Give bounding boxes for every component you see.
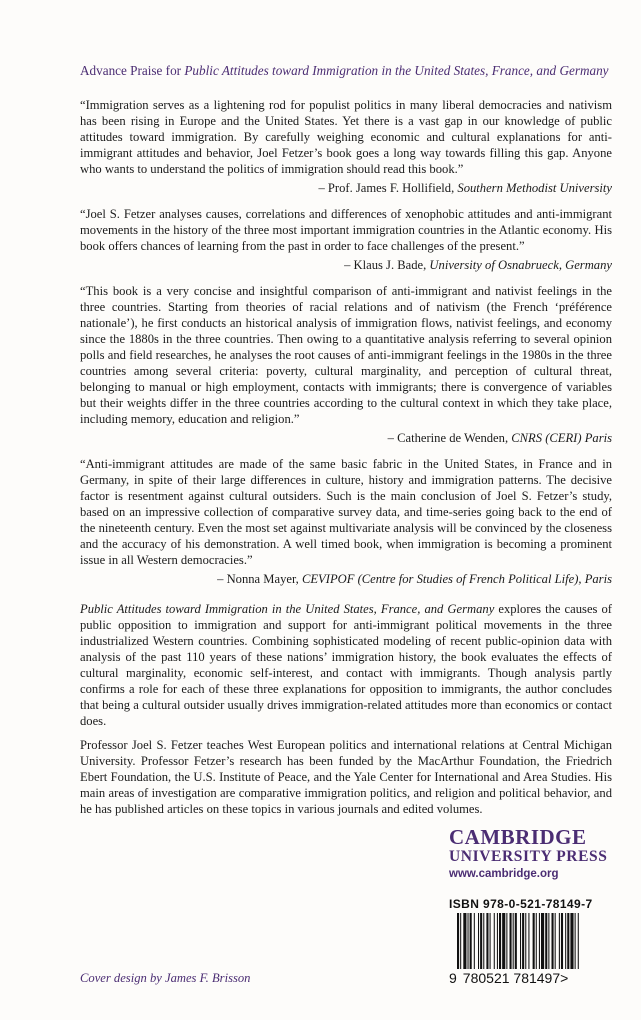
description-book-title: Public Attitudes toward Immigration in the United States, France, and Germany — [80, 602, 495, 616]
barcode-bar — [468, 913, 469, 969]
barcode-bar — [483, 913, 484, 969]
barcode-bar — [522, 913, 524, 969]
barcode-lead-digit: 9 — [449, 970, 457, 986]
barcode-bar — [559, 913, 560, 969]
barcode-bar — [555, 913, 556, 969]
barcode-bar — [567, 913, 569, 969]
publisher-subname: UNIVERSITY PRESS — [449, 848, 608, 865]
barcode-bar — [533, 913, 535, 969]
barcode-bar — [463, 913, 466, 969]
description-text: explores the causes of public opposition to immigration and support for anti-immigrant political movements in the three industrialized Western countries. Combining sophisticated modeling of recent public-opinion data with analysis of the past 110 years of these nations’ immigration history, the book evaluates the effects of cultural marginality, economic self-interest, and contact with immigrants. Though analysis partly confirms a role for each of these three explanations for opposition to immigrants, the author concludes that being a cultural outsider usually drives immigration-related attitudes more than economics or contact does. — [80, 602, 612, 728]
publisher-url: www.cambridge.org — [449, 868, 559, 880]
barcode-bar — [520, 913, 521, 969]
barcode-bar — [513, 913, 514, 969]
barcode-suffix: > — [560, 970, 569, 986]
publisher-name: CAMBRIDGE — [449, 825, 587, 849]
endorser-name: – Prof. James F. Hollifield, — [318, 181, 455, 195]
barcode-bar — [506, 913, 507, 969]
barcode-bar — [528, 913, 529, 969]
endorser-affiliation: CEVIPOF (Centre for Studies of French Political Life), Paris — [301, 572, 612, 586]
advance-praise-heading — [80, 63, 620, 79]
header-prefix: Advance Praise for — [80, 63, 182, 78]
endorsement-attribution — [80, 571, 612, 587]
barcode-bar — [536, 913, 537, 969]
barcode-bar — [525, 913, 526, 969]
main-text-column — [80, 97, 612, 817]
barcode-bar — [494, 913, 495, 969]
endorsement-attribution — [80, 180, 612, 196]
endorser-name: – Catherine de Wenden, — [387, 431, 509, 445]
barcode-bar — [561, 913, 563, 969]
barcode-bar — [515, 913, 517, 969]
author-bio: Professor Joel S. Fetzer teaches West European politics and international relations at Central Michigan University. Professor Fetzer’s research has been funded by the MacArthur Foundation, the Friedrich Ebert Foundation, the U.S. Institute of Peace, and the Yale Center for International and Area Studies. His main areas of investigation are comparative immigration politics, and religion and political behavior, and he has published articles on these topics in various journals and edited volumes. — [80, 738, 612, 816]
barcode-bar — [575, 913, 576, 969]
barcode-bar — [474, 913, 475, 969]
barcode-bar — [499, 913, 501, 969]
cover-design-credit: Cover design by James F. Brisson — [80, 971, 251, 985]
endorser-name: – Nonna Mayer, — [217, 572, 299, 586]
barcode-bar — [470, 913, 472, 969]
barcode-bar — [552, 913, 554, 969]
barcode-bar — [545, 913, 547, 969]
endorser-name: – Klaus J. Bade, — [344, 258, 427, 272]
endorser-affiliation: Southern Methodist University — [457, 181, 612, 195]
barcode-bar — [502, 913, 505, 969]
endorsement-attribution — [80, 430, 612, 446]
barcode-main-digits: 780521 781497 — [462, 970, 561, 986]
book-description — [80, 601, 612, 729]
barcode-graphic — [449, 913, 619, 971]
barcode-bar — [486, 913, 488, 969]
barcode-bar — [539, 913, 540, 969]
barcode-digits — [449, 970, 568, 986]
barcode-bar — [565, 913, 566, 969]
isbn-label: ISBN 978-0-521-78149-7 — [449, 897, 593, 911]
endorsement-attribution — [80, 257, 612, 273]
endorsement-quote: “This book is a very concise and insightful comparison of anti-immigrant and nativist feelings in the three countries. Starting from theories of racial relations and of nativism (the French ‘préférence nationale’), he first conducts an historical analysis of immigration flows, nativist feelings, and economy since the 1880s in the three countries. Then owing to a quantitative analysis referring to several opinion polls and field researches, he analyses the root causes of anti-immigrant feelings in the 1980s in the three countries among several criteria: poverty, cultural marginality, and perception of cultural threat, belonging to manual or high employment, contacts with immigrants; there is convergence of variables but their weights differ in the three countries according to the cultural context in which they take place, including memory, education and religion.” — [80, 284, 612, 426]
barcode-bar — [510, 913, 512, 969]
barcode-bar — [480, 913, 482, 969]
barcode-bar — [578, 913, 579, 969]
barcode-bar — [460, 913, 461, 969]
publisher-logo — [449, 826, 619, 882]
endorser-affiliation: University of Osnabrueck, Germany — [429, 258, 612, 272]
barcode-bar — [478, 913, 479, 969]
endorsement-quote: “Joel S. Fetzer analyses causes, correlations and differences of xenophobic attitudes and anti-immigrant movements in the history of the three most important immigration countries in the Atlantic economy. His book offers chances of learning from the past in order to face challenges of the present.” — [80, 207, 612, 253]
barcode — [449, 913, 619, 971]
endorsement-quote: “Anti-immigrant attitudes are made of the same basic fabric in the United States, in France and in Germany, in spite of their large differences in culture, history and immigration patterns. The decisive factor is resentment against cultural outsiders. Such is the main conclusion of Joel S. Fetzer’s study, based on an impressive collection of comparative survey data, and time-series going back to the end of the nineteenth century. Even the most set against multivariate analysis will be convinced by the closeness and the accuracy of his demonstration. A well timed book, when immigration is becoming a prominent issue in all Western democracies.” — [80, 457, 612, 567]
barcode-bar — [548, 913, 549, 969]
barcode-bar — [570, 913, 573, 969]
barcode-bar — [541, 913, 544, 969]
header-book-title: Public Attitudes toward Immigration in the United States, France, and Germany — [184, 63, 609, 78]
barcode-bar — [457, 913, 459, 969]
barcode-bar — [497, 913, 498, 969]
endorser-affiliation: CNRS (CERI) Paris — [511, 431, 612, 445]
barcode-bar — [490, 913, 491, 969]
endorsement-quote: “Immigration serves as a lightening rod for populist politics in many liberal democracies and nativism has been rising in Europe and the United States. Yet there is a vast gap in our knowledge of public attitudes toward immigration. By carefully weighing economic and cultural explanations for anti-immigrant attitudes and behavior, Joel Fetzer’s book goes a long way towards filling this gap. Anyone who wants to understand the politics of immigration should read this book.” — [80, 98, 612, 176]
